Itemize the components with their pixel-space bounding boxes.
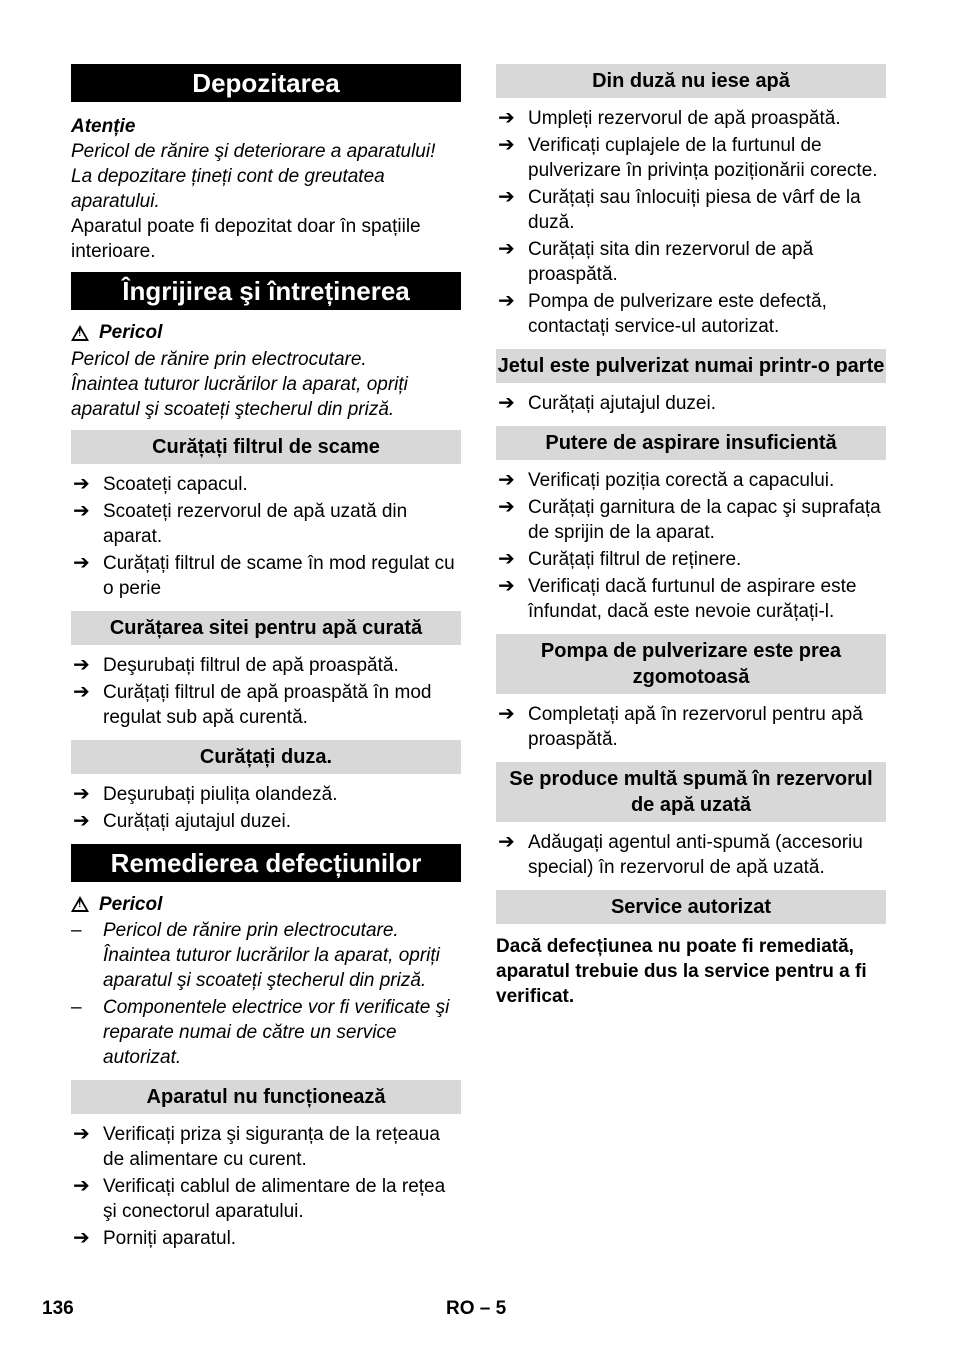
list-item: ➔ Curățați filtrul de reținere.: [498, 548, 742, 570]
heading-remedierea: Remedierea defecțiunilor: [71, 844, 461, 882]
list-item: ➔ Curățați ajutajul duzei.: [498, 392, 716, 414]
duza-list: [71, 782, 461, 834]
arrow-icon: ➔: [73, 472, 90, 495]
list-item: ➔ Verificați cablul de alimentare de la rețea şi conectorul aparatului.: [73, 1175, 446, 1222]
list-item: ➔ Verificați priza şi siguranța de la rețeaua de alimentare cu curent.: [73, 1123, 440, 1170]
service-text: Dacă defecțiunea nu poate fi remediată, aparatul trebuie dus la service pentru a fi verificat.: [496, 936, 867, 1007]
arrow-icon: ➔: [73, 782, 90, 805]
din-duza-list: [496, 106, 886, 339]
subheading-din-duza: Din duză nu iese apă: [496, 64, 886, 98]
arrow-icon: ➔: [73, 653, 90, 676]
list-item: – Componentele electrice vor fi verificate şi reparate numai de către un service autorizat.: [71, 997, 450, 1068]
arrow-icon: ➔: [73, 1227, 90, 1249]
remedierea-dash-list: [71, 918, 461, 1070]
pompa-list: [496, 702, 886, 752]
putere-list: [496, 468, 886, 624]
nu-functioneaza-list: [71, 1122, 461, 1251]
arrow-icon: ➔: [498, 107, 515, 129]
arrow-icon: ➔: [498, 831, 515, 853]
arrow-icon: ➔: [498, 186, 515, 208]
list-item: ➔ Porniți aparatul.: [73, 1227, 237, 1249]
list-item: ➔ Verificați cuplajele de la furtunul de pulverizare în privința poziționării corecte.: [498, 134, 878, 181]
ingrijire-warning-1: Pericol de rănire prin electrocutare.: [71, 348, 367, 370]
arrow-icon: ➔: [498, 548, 515, 570]
heading-ingrijirea: Îngrijirea şi întreținerea: [71, 272, 461, 310]
list-item: ➔ Curățați filtrul de scame în mod regulat cu o perie: [73, 551, 455, 599]
subheading-service: Service autorizat: [496, 890, 886, 924]
arrow-icon: ➔: [73, 551, 90, 574]
language-page-label: RO – 5: [446, 1298, 507, 1319]
arrow-icon: ➔: [73, 499, 90, 522]
arrow-icon: ➔: [498, 703, 515, 725]
list-item: – Pericol de rănire prin electrocutare. Înaintea tuturor lucrărilor la aparat, opriți aparatul şi scoateți ştecherul din priză.: [71, 920, 440, 991]
list-item: ➔ Curățați sau înlocuiți piesa de vârf de la duză.: [498, 186, 861, 233]
list-item: ➔ Scoateți rezervorul de apă uzată din aparat.: [73, 499, 408, 547]
list-item: ➔ Curățați sita din rezervorul de apă proaspătă.: [498, 238, 814, 285]
pericol-label: Pericol: [99, 893, 163, 915]
arrow-icon: ➔: [498, 238, 515, 260]
pericol-label: Pericol: [99, 322, 163, 343]
arrow-icon: ➔: [73, 809, 90, 832]
arrow-icon: ➔: [73, 680, 90, 703]
list-item: ➔ Verificați poziția corectă a capacului.: [498, 469, 835, 491]
arrow-icon: ➔: [498, 469, 515, 491]
subheading-putere: Putere de aspirare insuficientă: [496, 426, 886, 460]
list-item: ➔ Verificați dacă furtunul de aspirare este înfundat, dacă este nevoie curățați-l.: [498, 575, 857, 622]
depozitare-text: Aparatul poate fi depozitat doar în spațiile interioare.: [71, 216, 421, 262]
list-item: ➔ Deşurubați piulița olandeză.: [73, 782, 338, 805]
list-item: ➔ Deşurubați filtrul de apă proaspătă.: [73, 653, 399, 676]
ingrijire-warning-2: Înaintea tuturor lucrărilor la aparat, opriți aparatul şi scoateți ştecherul din priză.: [71, 373, 408, 420]
list-item: ➔ Umpleți rezervorul de apă proaspătă.: [498, 107, 841, 129]
warning-triangle-icon: [71, 896, 89, 912]
heading-depozitarea: Depozitarea: [71, 64, 461, 102]
depozitare-warning-2: La depozitare țineți cont de greutatea aparatului.: [71, 166, 385, 212]
list-item: ➔ Completați apă în rezervorul pentru apă proaspătă.: [498, 703, 863, 750]
list-item: ➔ Pompa de pulverizare este defectă, contactați service-ul autorizat.: [498, 290, 827, 337]
filtru-list: [71, 472, 461, 601]
arrow-icon: ➔: [73, 1123, 90, 1145]
arrow-icon: ➔: [498, 575, 515, 597]
subheading-nu-functioneaza: Aparatul nu funcționează: [71, 1080, 461, 1114]
subheading-pompa: Pompa de pulverizare este prea zgomotoasă: [496, 634, 886, 694]
subheading-duza: Curățați duza.: [71, 740, 461, 774]
page-number: 136: [42, 1298, 74, 1319]
arrow-icon: ➔: [498, 134, 515, 156]
subheading-spuma: Se produce multă spumă în rezervorul de apă uzată: [496, 762, 886, 822]
right-column: [496, 64, 886, 1009]
left-column: [71, 64, 461, 1253]
list-item: ➔ Curățați filtrul de apă proaspătă în mod regulat sub apă curentă.: [73, 680, 432, 728]
list-item: ➔ Scoateți capacul.: [73, 472, 248, 495]
arrow-icon: ➔: [73, 1175, 90, 1197]
subheading-jetul: Jetul este pulverizat numai printr-o parte: [496, 349, 886, 383]
dash-mark: –: [71, 920, 82, 941]
dash-mark: –: [71, 997, 82, 1018]
sita-list: [71, 653, 461, 730]
arrow-icon: ➔: [498, 496, 515, 518]
pericol-warning: [71, 892, 162, 917]
spuma-list: [496, 830, 886, 880]
subheading-filtru: Curățați filtrul de scame: [71, 430, 461, 464]
list-item: ➔ Curățați garnitura de la capac şi suprafața de sprijin de la aparat.: [498, 496, 881, 543]
depozitare-warning-1: Pericol de rănire şi deteriorare a aparatului!: [71, 141, 436, 162]
warning-triangle-icon: [71, 325, 89, 341]
arrow-icon: ➔: [498, 392, 515, 414]
jetul-list: [496, 391, 886, 416]
list-item: ➔ Adăugați agentul anti-spumă (accesoriu special) în rezervorul de apă uzată.: [498, 831, 863, 878]
arrow-icon: ➔: [498, 290, 515, 312]
atentie-label: Atenție: [71, 116, 136, 137]
pericol-warning: [71, 320, 162, 345]
subheading-sita: Curățarea sitei pentru apă curată: [71, 611, 461, 645]
list-item: ➔ Curățați ajutajul duzei.: [73, 809, 291, 832]
